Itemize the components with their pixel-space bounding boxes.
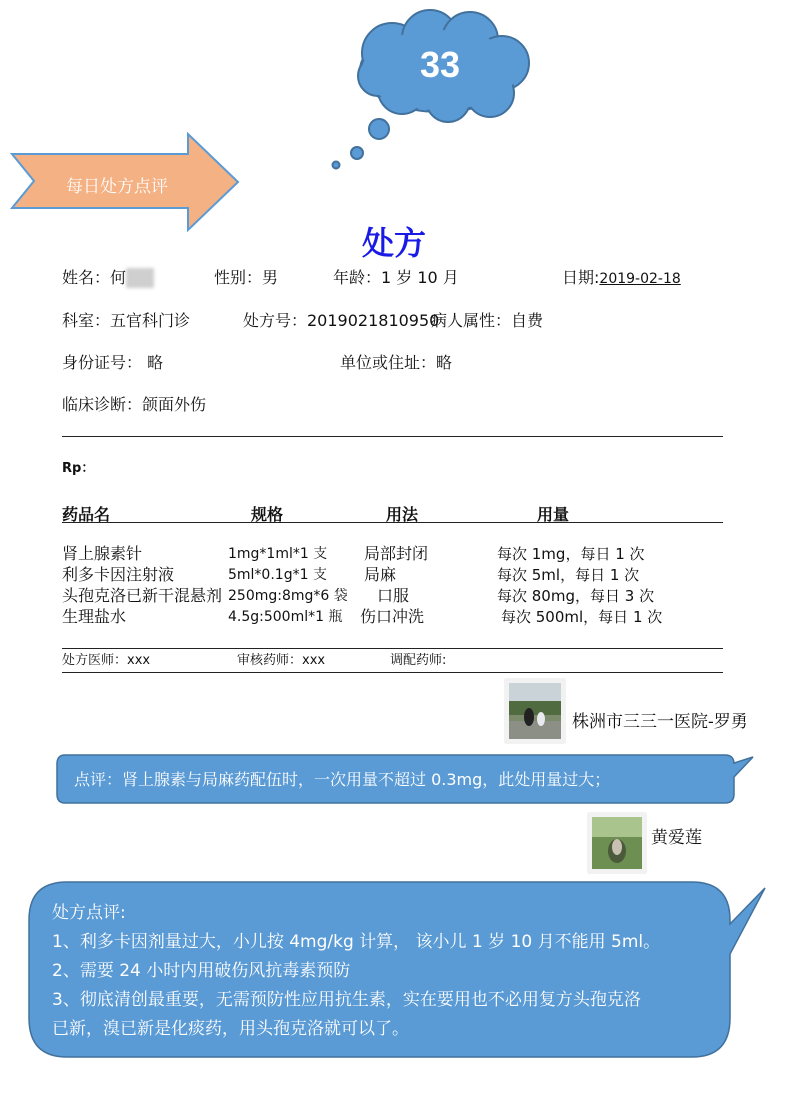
drug-usage: 口服: [377, 586, 410, 605]
drug-name: 生理盐水: [62, 607, 127, 626]
date-value: 2019-02-18: [599, 271, 681, 287]
drug-spec: 5ml*0.1g*1 支: [228, 567, 327, 583]
rx-date: [562, 268, 681, 289]
comment1-author: 株洲市三三一医院-罗勇: [572, 712, 748, 732]
drug-spec: 1mg*1ml*1 支: [228, 546, 328, 562]
address: 单位或住址：略: [340, 353, 453, 372]
header-spec: 规格: [251, 505, 284, 524]
drug-name: 利多卡因注射液: [62, 565, 175, 584]
name-redaction: [126, 268, 154, 288]
drug-dosage: 每次 1mg，每日 1 次: [497, 545, 645, 563]
avatar: [505, 679, 565, 743]
drug-name: 头孢克洛已新干混悬剂: [62, 586, 223, 605]
drug-usage: 伤口冲洗: [360, 607, 425, 626]
badge-number: 33: [420, 44, 461, 85]
reviewing-pharmacist: 审核药师：xxx: [237, 653, 326, 668]
patient-name: 姓名：何: [62, 268, 127, 287]
header-usage: 用法: [386, 505, 419, 524]
divider-header: [62, 522, 723, 523]
rp-label: Rp：: [62, 461, 95, 476]
patient-type: 病人属性：自费: [431, 311, 544, 330]
comment2-author: 黄爱莲: [651, 828, 702, 848]
dispensing-pharmacist: 调配药师:: [390, 653, 447, 668]
patient-gender: 性别：男: [214, 268, 279, 287]
id-number: 身份证号： 略: [62, 353, 164, 372]
comment2-line: 3、彻底清创最重要，无需预防性应用抗生素，实在要用也不必用复方头孢克洛: [52, 990, 641, 1010]
patient-age: 年龄：1 岁 10 月: [333, 268, 459, 287]
department: 科室：五官科门诊: [62, 311, 191, 330]
diagnosis: 临床诊断：颌面外伤: [62, 395, 207, 414]
header-dosage: 用量: [537, 505, 570, 524]
person-photo-icon: [592, 817, 642, 869]
header-drug-name: 药品名: [62, 505, 111, 524]
prescribing-doctor: 处方医师：xxx: [62, 653, 151, 668]
table-row: [0, 586, 800, 606]
drug-spec: 4.5g:500ml*1 瓶: [228, 609, 343, 625]
table-row: [0, 544, 800, 564]
drug-name: 肾上腺素针: [62, 544, 143, 563]
avatar: [588, 813, 646, 873]
drug-usage: 局麻: [364, 565, 397, 584]
divider-top: [62, 436, 723, 437]
banner-label: 每日处方点评: [66, 177, 168, 197]
table-row: [0, 607, 800, 627]
comment1-text: 点评：肾上腺素与局麻药配伍时，一次用量不超过 0.3mg，此处用量过大；: [74, 770, 611, 789]
drug-usage: 局部封闭: [364, 544, 429, 563]
date-label: 日期:: [562, 268, 600, 287]
page-title: 处方: [362, 224, 427, 262]
rx-number: 处方号：2019021810950: [243, 311, 440, 330]
comment2-line: 2、需要 24 小时内用破伤风抗毒素预防: [52, 961, 351, 981]
drug-dosage: 每次 5ml，每日 1 次: [497, 566, 640, 584]
drug-dosage: 每次 500ml，每日 1 次: [501, 608, 663, 626]
drug-spec: 250mg:8mg*6 袋: [228, 588, 348, 604]
divider-footer-bottom: [62, 672, 723, 673]
comment2-line: 1、利多卡因剂量过大，小儿按 4mg/kg 计算， 该小儿 1 岁 10 月不能用 5ml。: [52, 932, 661, 952]
comment2-line: 已新，溴已新是化痰药，用头孢克洛就可以了。: [52, 1019, 409, 1039]
divider-footer-top: [62, 648, 723, 649]
table-row: [0, 565, 800, 585]
person-photo-icon: [509, 683, 561, 739]
thought-cloud: [330, 8, 545, 173]
comment2-line: 处方点评:: [52, 903, 126, 923]
drug-dosage: 每次 80mg，每日 3 次: [497, 587, 655, 605]
